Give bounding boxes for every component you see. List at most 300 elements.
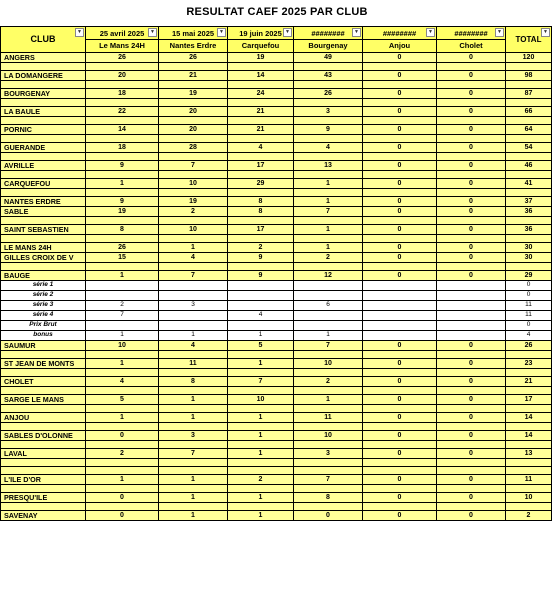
score-cell[interactable] [228,171,294,179]
score-cell[interactable]: 22 [86,107,159,117]
club-cell[interactable] [1,467,86,475]
score-cell[interactable]: 4 [159,341,228,351]
score-cell[interactable]: 4 [159,253,228,263]
total-cell[interactable]: 0 [506,291,552,301]
club-cell[interactable]: série 2 [1,291,86,301]
score-cell[interactable] [228,301,294,311]
score-cell[interactable]: 3 [159,431,228,441]
score-cell[interactable]: 0 [363,89,437,99]
total-cell[interactable]: 98 [506,71,552,81]
club-cell[interactable] [1,387,86,395]
score-cell[interactable]: 0 [363,413,437,423]
score-cell[interactable]: 19 [228,53,294,63]
score-cell[interactable]: 5 [228,341,294,351]
filter-dropdown-icon[interactable]: ▼ [217,28,226,37]
score-cell[interactable] [86,441,159,449]
total-cell[interactable]: 0 [506,321,552,331]
score-cell[interactable]: 1 [159,331,228,341]
score-cell[interactable] [437,235,506,243]
club-cell[interactable] [1,441,86,449]
score-cell[interactable]: 8 [294,493,363,503]
club-cell[interactable] [1,485,86,493]
score-cell[interactable] [228,351,294,359]
score-cell[interactable] [363,485,437,493]
score-cell[interactable] [363,331,437,341]
score-cell[interactable]: 12 [294,271,363,281]
club-cell[interactable] [1,81,86,89]
club-cell[interactable]: PORNIC [1,125,86,135]
filter-dropdown-icon[interactable]: ▼ [495,28,504,37]
club-cell[interactable]: AVRILLE [1,161,86,171]
score-cell[interactable] [363,235,437,243]
club-cell[interactable] [1,423,86,431]
score-cell[interactable]: 5 [86,395,159,405]
score-cell[interactable] [363,321,437,331]
score-cell[interactable]: 0 [437,511,506,521]
score-cell[interactable] [294,503,363,511]
score-cell[interactable] [437,405,506,413]
score-cell[interactable]: 26 [86,53,159,63]
score-cell[interactable]: 0 [437,89,506,99]
score-cell[interactable]: 7 [159,271,228,281]
score-cell[interactable]: 26 [86,243,159,253]
club-cell[interactable] [1,63,86,71]
score-cell[interactable] [437,153,506,161]
score-cell[interactable] [228,441,294,449]
score-cell[interactable] [437,63,506,71]
score-cell[interactable] [159,387,228,395]
score-cell[interactable] [294,81,363,89]
total-cell[interactable] [506,63,552,71]
score-cell[interactable]: 1 [294,243,363,253]
score-cell[interactable]: 0 [437,243,506,253]
score-cell[interactable]: 8 [159,377,228,387]
score-cell[interactable]: 0 [437,271,506,281]
score-cell[interactable] [437,423,506,431]
score-cell[interactable] [363,503,437,511]
total-cell[interactable]: 66 [506,107,552,117]
total-cell[interactable]: 64 [506,125,552,135]
score-cell[interactable] [363,311,437,321]
score-cell[interactable]: 1 [228,449,294,459]
total-cell[interactable]: 36 [506,207,552,217]
score-cell[interactable] [294,351,363,359]
score-cell[interactable] [159,311,228,321]
score-cell[interactable]: 0 [437,71,506,81]
score-cell[interactable] [437,263,506,271]
score-cell[interactable] [86,467,159,475]
score-cell[interactable] [228,99,294,107]
total-cell[interactable] [506,99,552,107]
score-cell[interactable]: 0 [437,413,506,423]
club-cell[interactable] [1,369,86,377]
score-cell[interactable]: 1 [86,271,159,281]
score-cell[interactable] [86,503,159,511]
total-cell[interactable] [506,423,552,431]
score-cell[interactable]: 0 [363,359,437,369]
score-cell[interactable] [294,153,363,161]
score-cell[interactable]: 1 [294,225,363,235]
score-cell[interactable] [437,351,506,359]
score-cell[interactable] [86,117,159,125]
score-cell[interactable]: 0 [363,243,437,253]
total-cell[interactable]: 11 [506,311,552,321]
score-cell[interactable] [86,171,159,179]
total-cell[interactable]: 0 [506,281,552,291]
score-cell[interactable] [159,467,228,475]
score-cell[interactable] [363,189,437,197]
score-cell[interactable] [437,81,506,89]
total-cell[interactable]: 29 [506,271,552,281]
score-cell[interactable] [86,423,159,431]
score-cell[interactable] [363,281,437,291]
club-cell[interactable] [1,99,86,107]
event-column-header[interactable] [228,27,294,53]
score-cell[interactable] [363,351,437,359]
score-cell[interactable]: 0 [437,341,506,351]
score-cell[interactable]: 29 [228,179,294,189]
score-cell[interactable] [294,281,363,291]
score-cell[interactable]: 18 [86,143,159,153]
score-cell[interactable]: 7 [228,377,294,387]
club-cell[interactable]: LA BAULE [1,107,86,117]
score-cell[interactable]: 10 [294,359,363,369]
score-cell[interactable] [363,263,437,271]
score-cell[interactable] [159,281,228,291]
filter-dropdown-icon[interactable]: ▼ [283,28,292,37]
score-cell[interactable] [437,331,506,341]
score-cell[interactable]: 0 [363,449,437,459]
score-cell[interactable]: 2 [228,243,294,253]
total-cell[interactable] [506,387,552,395]
total-cell[interactable] [506,153,552,161]
total-cell[interactable]: 46 [506,161,552,171]
score-cell[interactable]: 11 [294,413,363,423]
total-cell[interactable] [506,503,552,511]
score-cell[interactable]: 7 [294,207,363,217]
total-cell[interactable]: 54 [506,143,552,153]
score-cell[interactable]: 19 [159,197,228,207]
club-cell[interactable]: CARQUEFOU [1,179,86,189]
event-column-header[interactable] [363,27,437,53]
score-cell[interactable]: 2 [294,253,363,263]
score-cell[interactable] [294,63,363,71]
score-cell[interactable]: 0 [363,475,437,485]
score-cell[interactable] [159,485,228,493]
filter-dropdown-icon[interactable]: ▼ [541,28,550,37]
score-cell[interactable]: 1 [294,395,363,405]
total-cell[interactable]: 120 [506,53,552,63]
score-cell[interactable] [363,369,437,377]
score-cell[interactable]: 10 [86,341,159,351]
score-cell[interactable]: 19 [86,207,159,217]
score-cell[interactable] [228,423,294,431]
score-cell[interactable] [363,467,437,475]
score-cell[interactable] [86,217,159,225]
score-cell[interactable]: 10 [228,395,294,405]
score-cell[interactable]: 21 [228,125,294,135]
score-cell[interactable]: 0 [437,493,506,503]
club-cell[interactable]: BOURGENAY [1,89,86,99]
score-cell[interactable] [159,153,228,161]
score-cell[interactable]: 1 [294,331,363,341]
score-cell[interactable] [294,135,363,143]
score-cell[interactable]: 0 [437,377,506,387]
total-cell[interactable]: 21 [506,377,552,387]
score-cell[interactable] [159,351,228,359]
score-cell[interactable] [86,263,159,271]
score-cell[interactable] [363,291,437,301]
score-cell[interactable]: 21 [159,71,228,81]
club-cell[interactable]: Prix Brut [1,321,86,331]
score-cell[interactable] [363,81,437,89]
total-cell[interactable] [506,135,552,143]
score-cell[interactable] [437,321,506,331]
score-cell[interactable] [228,235,294,243]
club-cell[interactable] [1,351,86,359]
score-cell[interactable] [159,171,228,179]
score-cell[interactable] [363,63,437,71]
club-cell[interactable] [1,171,86,179]
score-cell[interactable]: 1 [159,493,228,503]
score-cell[interactable]: 6 [294,301,363,311]
club-cell[interactable] [1,189,86,197]
total-cell[interactable]: 23 [506,359,552,369]
score-cell[interactable]: 0 [363,271,437,281]
score-cell[interactable] [363,423,437,431]
score-cell[interactable]: 4 [294,143,363,153]
total-cell[interactable]: 13 [506,449,552,459]
club-cell[interactable]: SABLE [1,207,86,217]
score-cell[interactable]: 7 [294,341,363,351]
score-cell[interactable]: 0 [437,179,506,189]
total-cell[interactable]: 41 [506,179,552,189]
score-cell[interactable] [294,387,363,395]
score-cell[interactable]: 1 [228,511,294,521]
total-cell[interactable]: 37 [506,197,552,207]
club-cell[interactable]: ANJOU [1,413,86,423]
club-cell[interactable]: SARGE LE MANS [1,395,86,405]
score-cell[interactable]: 8 [228,207,294,217]
score-cell[interactable] [159,117,228,125]
club-cell[interactable] [1,235,86,243]
score-cell[interactable] [294,485,363,493]
score-cell[interactable]: 1 [228,331,294,341]
score-cell[interactable] [228,217,294,225]
total-cell[interactable]: 30 [506,243,552,253]
score-cell[interactable] [363,387,437,395]
total-cell[interactable]: 2 [506,511,552,521]
score-cell[interactable]: 0 [363,341,437,351]
score-cell[interactable]: 15 [86,253,159,263]
score-cell[interactable]: 0 [363,143,437,153]
score-cell[interactable]: 1 [86,359,159,369]
score-cell[interactable] [437,485,506,493]
score-cell[interactable]: 0 [363,225,437,235]
score-cell[interactable] [294,467,363,475]
score-cell[interactable] [86,281,159,291]
total-cell[interactable]: 14 [506,413,552,423]
score-cell[interactable] [294,171,363,179]
score-cell[interactable] [294,235,363,243]
total-cell[interactable] [506,467,552,475]
club-cell[interactable] [1,503,86,511]
score-cell[interactable] [86,369,159,377]
score-cell[interactable] [228,387,294,395]
score-cell[interactable] [294,405,363,413]
score-cell[interactable] [159,503,228,511]
filter-dropdown-icon[interactable]: ▼ [148,28,157,37]
club-cell[interactable]: LE MANS 24H [1,243,86,253]
score-cell[interactable] [363,217,437,225]
total-cell[interactable]: 36 [506,225,552,235]
score-cell[interactable]: 0 [363,493,437,503]
club-cell[interactable]: CHOLET [1,377,86,387]
score-cell[interactable]: 0 [363,377,437,387]
score-cell[interactable] [86,63,159,71]
score-cell[interactable]: 10 [294,431,363,441]
score-cell[interactable] [294,189,363,197]
score-cell[interactable] [363,405,437,413]
score-cell[interactable] [228,369,294,377]
club-cell[interactable] [1,459,86,467]
score-cell[interactable]: 1 [228,493,294,503]
score-cell[interactable] [437,467,506,475]
score-cell[interactable] [159,217,228,225]
score-cell[interactable]: 2 [228,475,294,485]
score-cell[interactable] [437,311,506,321]
score-cell[interactable] [228,321,294,331]
score-cell[interactable]: 0 [86,493,159,503]
score-cell[interactable]: 0 [437,143,506,153]
score-cell[interactable]: 26 [159,53,228,63]
total-cell[interactable] [506,171,552,179]
score-cell[interactable]: 0 [437,431,506,441]
score-cell[interactable]: 0 [363,511,437,521]
score-cell[interactable]: 0 [437,225,506,235]
score-cell[interactable]: 0 [437,449,506,459]
total-cell[interactable]: 11 [506,475,552,485]
score-cell[interactable]: 10 [159,179,228,189]
club-cell[interactable]: ANGERS [1,53,86,63]
score-cell[interactable]: 2 [159,207,228,217]
score-cell[interactable]: 4 [86,377,159,387]
total-cell[interactable] [506,485,552,493]
score-cell[interactable]: 20 [86,71,159,81]
score-cell[interactable] [437,117,506,125]
score-cell[interactable] [86,135,159,143]
score-cell[interactable] [437,291,506,301]
club-cell[interactable]: L'ILE D'OR [1,475,86,485]
score-cell[interactable]: 19 [159,89,228,99]
score-cell[interactable]: 0 [363,431,437,441]
club-cell[interactable]: série 4 [1,311,86,321]
score-cell[interactable] [228,503,294,511]
score-cell[interactable]: 0 [437,107,506,117]
club-cell[interactable]: SABLES D'OLONNE [1,431,86,441]
score-cell[interactable] [437,369,506,377]
total-cell[interactable]: 87 [506,89,552,99]
score-cell[interactable] [363,441,437,449]
score-cell[interactable]: 0 [437,161,506,171]
score-cell[interactable] [86,351,159,359]
club-cell[interactable] [1,153,86,161]
score-cell[interactable] [437,503,506,511]
score-cell[interactable]: 0 [363,71,437,81]
score-cell[interactable]: 43 [294,71,363,81]
score-cell[interactable]: 3 [294,107,363,117]
score-cell[interactable] [86,189,159,197]
score-cell[interactable] [294,99,363,107]
score-cell[interactable]: 1 [159,475,228,485]
score-cell[interactable] [86,321,159,331]
score-cell[interactable] [159,369,228,377]
score-cell[interactable] [228,135,294,143]
score-cell[interactable]: 0 [363,207,437,217]
club-cell[interactable] [1,135,86,143]
score-cell[interactable]: 9 [86,197,159,207]
score-cell[interactable] [159,263,228,271]
score-cell[interactable] [159,135,228,143]
total-cell[interactable] [506,217,552,225]
score-cell[interactable] [228,459,294,467]
score-cell[interactable]: 49 [294,53,363,63]
score-cell[interactable] [159,99,228,107]
score-cell[interactable]: 1 [86,413,159,423]
score-cell[interactable]: 2 [86,449,159,459]
score-cell[interactable] [437,441,506,449]
club-cell[interactable]: GILLES CROIX DE V [1,253,86,263]
score-cell[interactable] [86,99,159,107]
total-cell[interactable]: 26 [506,341,552,351]
score-cell[interactable] [363,153,437,161]
score-cell[interactable] [294,423,363,431]
total-cell[interactable]: 30 [506,253,552,263]
score-cell[interactable] [228,81,294,89]
score-cell[interactable] [437,281,506,291]
club-cell[interactable]: SAUMUR [1,341,86,351]
club-cell[interactable]: LA DOMANGERE [1,71,86,81]
score-cell[interactable] [228,117,294,125]
score-cell[interactable]: 1 [159,413,228,423]
score-cell[interactable]: 21 [228,107,294,117]
club-cell[interactable] [1,263,86,271]
score-cell[interactable]: 1 [159,243,228,253]
score-cell[interactable] [86,405,159,413]
score-cell[interactable]: 0 [363,53,437,63]
score-cell[interactable]: 4 [228,143,294,153]
score-cell[interactable]: 0 [363,253,437,263]
total-cell[interactable] [506,441,552,449]
score-cell[interactable]: 1 [159,395,228,405]
score-cell[interactable] [363,171,437,179]
score-cell[interactable]: 9 [294,125,363,135]
score-cell[interactable]: 3 [159,301,228,311]
score-cell[interactable] [159,81,228,89]
club-cell[interactable]: LAVAL [1,449,86,459]
total-cell[interactable]: 4 [506,331,552,341]
score-cell[interactable] [86,485,159,493]
score-cell[interactable] [437,459,506,467]
club-cell[interactable]: série 1 [1,281,86,291]
club-column-header[interactable] [1,27,86,53]
score-cell[interactable] [228,467,294,475]
club-cell[interactable]: série 3 [1,301,86,311]
score-cell[interactable] [363,99,437,107]
club-cell[interactable]: ST JEAN DE MONTS [1,359,86,369]
score-cell[interactable] [294,459,363,467]
total-cell[interactable]: 11 [506,301,552,311]
